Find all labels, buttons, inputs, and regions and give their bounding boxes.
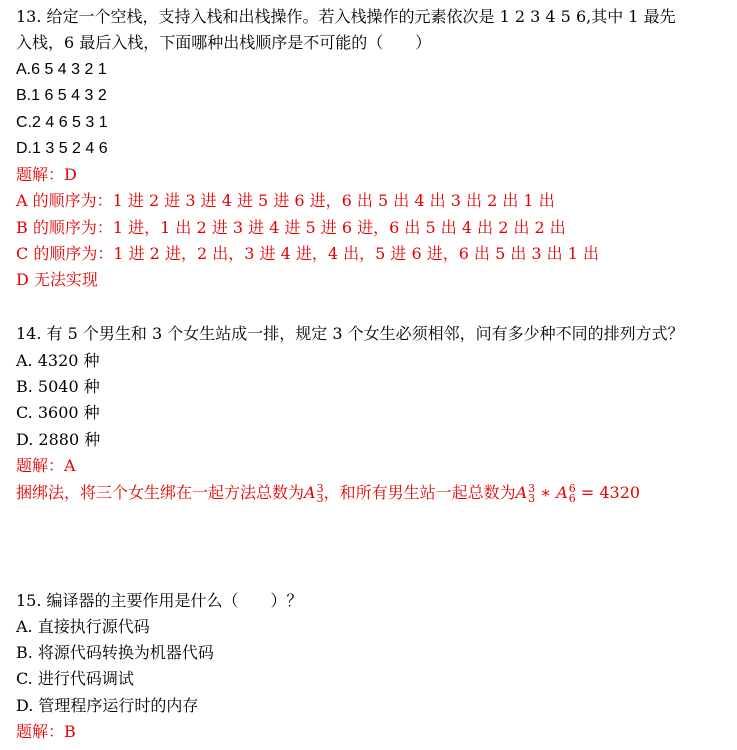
q14-answer: 题解：A bbox=[16, 456, 76, 475]
q13-option-c: C.2 4 6 5 3 1 bbox=[16, 114, 108, 131]
q15-option-d: D. 管理程序运行时的内存 bbox=[16, 696, 199, 715]
q13-explanation-b: B 的顺序为：1 进，1 出 2 进 3 进 4 进 5 进 6 进，6 出 5 出 4 出 2 出 2 出 bbox=[16, 218, 566, 237]
q15-option-a: A. 直接执行源代码 bbox=[16, 617, 150, 636]
formula-term2-sub: 6 bbox=[568, 491, 576, 505]
q15-answer: 题解：B bbox=[16, 722, 76, 741]
formula-operator: ∗ bbox=[535, 483, 557, 502]
q13-explanation-a: A 的顺序为：1 进 2 进 3 进 4 进 5 进 6 进，6 出 5 出 4 出 3 出 2 出 1 出 bbox=[16, 191, 555, 210]
formula-equals: = 4320 bbox=[575, 483, 641, 502]
q14-explanation-part2: ，和所有男生站一起总数为 bbox=[323, 483, 516, 502]
q13-stem-line1: 13. 给定一个空栈，支持入栈和出栈操作。若入栈操作的元素依次是 1 2 3 4 5 6,其中 1 最先 bbox=[16, 7, 676, 26]
formula-term1-sub-2: 3 bbox=[528, 491, 536, 505]
formula-term1-sup-2: 3 bbox=[528, 481, 536, 495]
q13-option-b: B.1 6 5 4 3 2 bbox=[16, 87, 107, 104]
q14-option-c: C. 3600 种 bbox=[16, 403, 100, 422]
formula-term1-sub: 3 bbox=[316, 491, 324, 505]
formula-a-symbol-2: A bbox=[515, 483, 528, 502]
q14-option-b: B. 5040 种 bbox=[16, 377, 100, 396]
q15-option-b: B. 将源代码转换为机器代码 bbox=[16, 643, 214, 662]
q14-stem: 14. 有 5 个男生和 3 个女生站成一排，规定 3 个女生必须相邻，问有多少种不同的排列方式？ bbox=[16, 324, 684, 343]
q15-stem: 15. 编译器的主要作用是什么（ ）？ bbox=[16, 591, 303, 610]
q14-formula-term2 bbox=[556, 481, 576, 505]
q13-stem-line2: 入栈，6 最后入栈，下面哪种出栈顺序是不可能的（ ） bbox=[16, 33, 432, 52]
formula-a-symbol: A bbox=[304, 483, 316, 502]
q14-explanation-part1: 捆绑法，将三个女生绑在一起方法总数为 bbox=[16, 483, 305, 502]
q13-explanation-d: D 无法实现 bbox=[16, 270, 98, 289]
q14-explanation bbox=[16, 482, 640, 504]
q14-option-d: D. 2880 种 bbox=[16, 430, 101, 449]
q13-option-a: A.6 5 4 3 2 1 bbox=[16, 61, 107, 78]
q14-option-a: A. 4320 种 bbox=[16, 351, 100, 370]
q13-explanation-c: C 的顺序为：1 进 2 进，2 出，3 进 4 进，4 出，5 进 6 进，6 出 5 出 3 出 1 出 bbox=[16, 244, 600, 263]
formula-term1-sup: 3 bbox=[316, 481, 324, 495]
q13-option-d: D.1 3 5 2 4 6 bbox=[16, 140, 108, 157]
formula-a-symbol-3: A bbox=[556, 483, 568, 502]
q15-option-c: C. 进行代码调试 bbox=[16, 669, 134, 688]
formula-term2-sup: 6 bbox=[568, 481, 576, 495]
q14-formula-term1-repeat bbox=[515, 481, 536, 505]
q14-formula-term1 bbox=[304, 481, 324, 505]
q13-answer: 题解：D bbox=[16, 165, 77, 184]
